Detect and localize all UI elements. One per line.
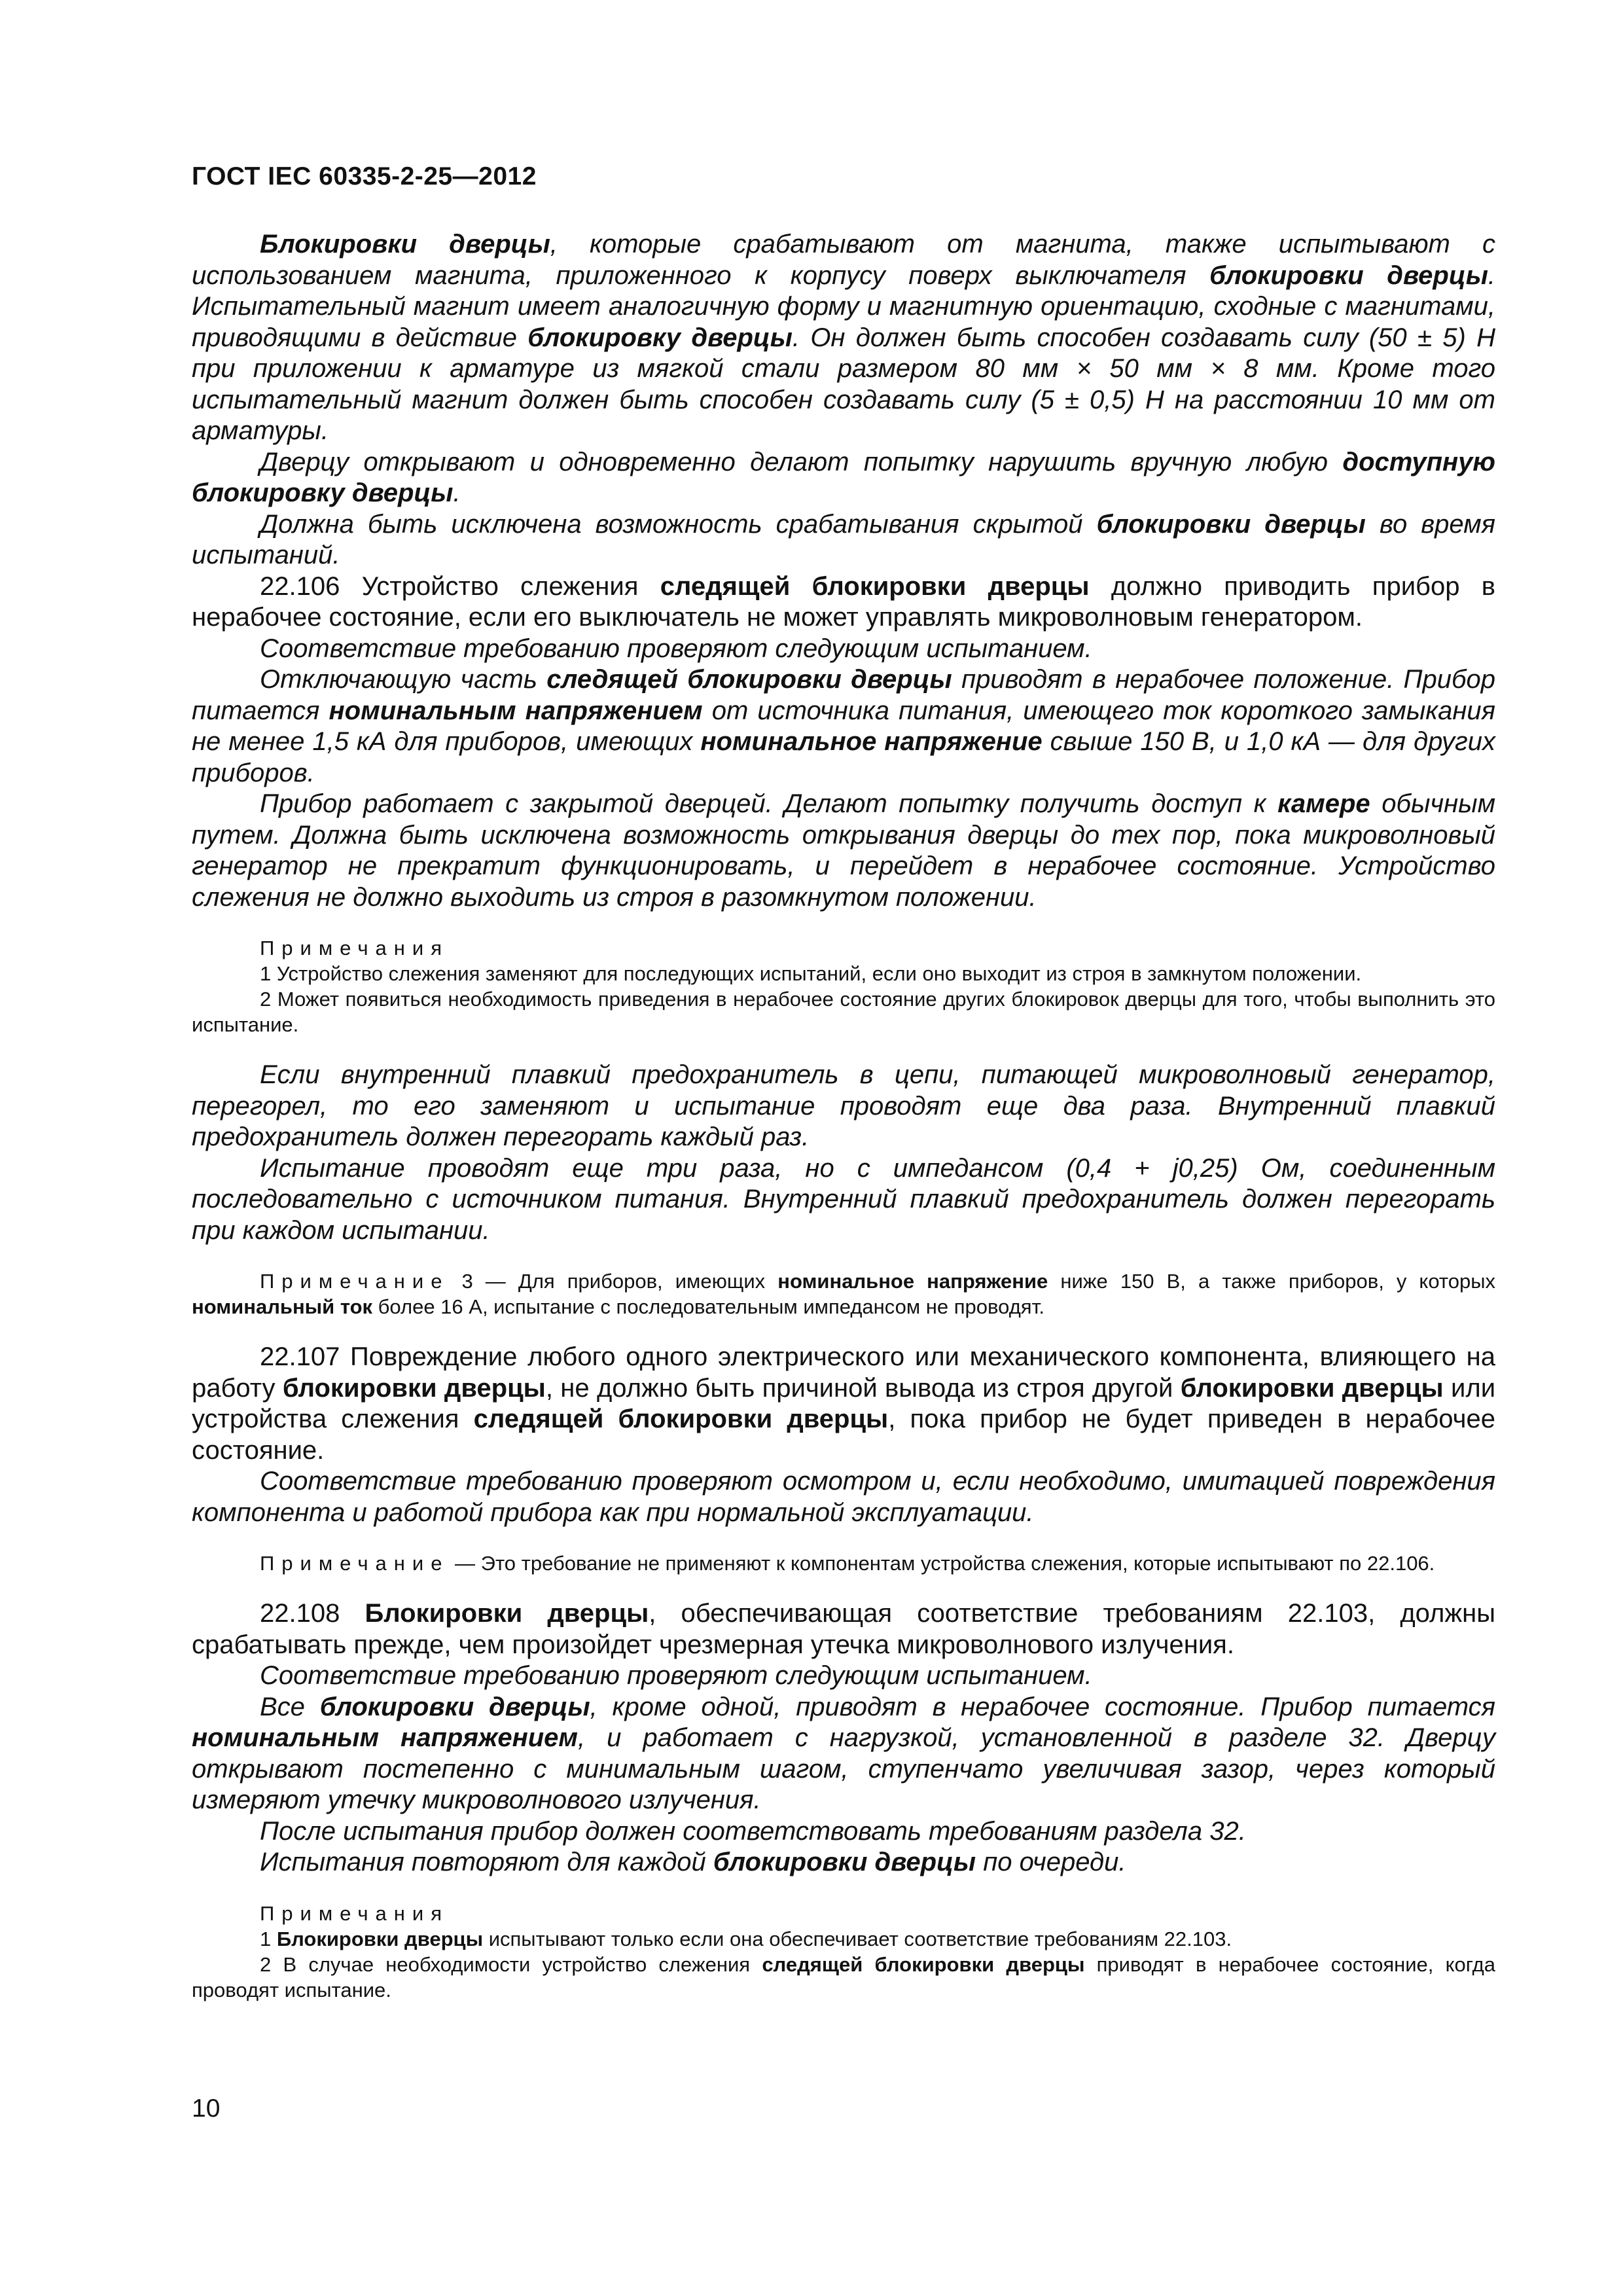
term: блокировки дверцы	[319, 1692, 590, 1721]
note-label: Примечание	[260, 1270, 450, 1293]
compliance-statement: Соответствие требованию проверяют следующим испытанием.	[260, 634, 1092, 663]
text: Испытания повторяют для каждой	[260, 1848, 713, 1876]
text: испытывают только если она обеспечивает соответствие требованиям 22.103.	[483, 1927, 1232, 1950]
notes-title: Примечания	[260, 937, 449, 960]
term: Блокировки дверцы	[276, 1927, 484, 1950]
term: номинальным напряжением	[192, 1723, 578, 1752]
text: , и работает с нагрузкой, установленной в разделе 32. Дверцу открывают постепенно с минимальным шагом, ступенчато увеличивая зазор, через который измеряют утечку микроволнового излучения.	[192, 1723, 1495, 1814]
note-2: 2 Может появиться необходимость приведения в нерабочее состояние других блокировок дверцы для того, чтобы выполнить это испытание.	[192, 988, 1495, 1036]
text: или устройства слежения	[192, 1373, 1496, 1433]
text: .	[453, 478, 461, 507]
term: блокировки дверцы	[282, 1373, 546, 1403]
compliance-inspection: Соответствие требованию проверяют осмотром и, если необходимо, имитацией повреждения компонента и работой прибора как при нормальной эксплуатации.	[192, 1467, 1495, 1527]
text: , обеспечивающая соответствие требованиям 22.103, должны срабатывать прежде, чем произойдет чрезмерная утечка микроволнового излучения.	[192, 1599, 1495, 1659]
paragraph-closed-door	[192, 789, 1495, 913]
term: блокировки дверцы	[1180, 1373, 1444, 1403]
text: , которые срабатывают от магнита, также испытывают с использованием магнита, приложенного к корпусу поверх выключателя	[192, 230, 1495, 290]
term: номинальный ток	[192, 1295, 373, 1318]
term: следящей блокировки дверцы	[762, 1952, 1085, 1976]
clause-22-106	[192, 571, 1495, 634]
clause-22-107	[192, 1342, 1495, 1466]
paragraph-all-interlocks	[192, 1692, 1495, 1816]
text: 3 — Для приборов, имеющих	[449, 1270, 778, 1293]
note-label: Примечание	[260, 1552, 450, 1575]
text: 22.106 Устройство слежения	[260, 571, 660, 601]
text: обычным путем. Должна быть исключена возможность открывания дверцы до тех пор, пока микроволновый генератор не прекратит функционировать, и перейдет в нерабочее состояние. Устройство слежения не должно выходить из строя в разомкнутом положении.	[192, 789, 1495, 912]
text: , пока прибор не будет приведен в нерабочее состояние.	[192, 1405, 1495, 1465]
note-3	[192, 1268, 1495, 1319]
term: Блокировки дверцы	[365, 1599, 649, 1628]
paragraph-hidden-interlock	[192, 509, 1495, 571]
term: Блокировки дверцы	[260, 230, 550, 259]
text: , кроме одной, приводят в нерабочее состояние. Прибор питается	[590, 1692, 1495, 1721]
text: 2 В случае необходимости устройство слежения	[260, 1952, 762, 1976]
term: блокировки дверцы	[1209, 260, 1488, 290]
text: Должна быть исключена возможность срабатывания скрытой	[260, 509, 1097, 539]
term: блокировки дверцы	[713, 1848, 976, 1876]
note-4	[192, 1551, 1495, 1576]
text: должно приводить прибор в нерабочее состояние, если его выключатель не может управлять микроволновым генератором.	[192, 571, 1495, 632]
document-body	[192, 229, 1495, 2003]
paragraph-impedance: Испытание проводят еще три раза, но с импедансом (0,4 + j0,25) Ом, соединенным последовательно с источником питания. Внутренний плавкий предохранитель должен перегорать при каждом испытании.	[192, 1153, 1495, 1245]
text: . Он должен быть способен создавать силу (50 ± 5) Н при приложении к арматуре из мягкой стали размером 80 мм × 50 мм × 8 мм. Кроме того испытательный магнит должен быть способен создавать силу (5 ± 0,5) Н на расстоянии 10 мм от арматуры.	[192, 323, 1495, 445]
term: номинальное напряжение	[777, 1270, 1048, 1293]
document-header: ГОСТ IEC 60335-2-25—2012	[192, 162, 537, 190]
text: ниже 150 В, а также приборов, у которых	[1048, 1270, 1496, 1293]
note-2-1	[192, 1926, 1495, 1952]
text: от источника питания, имеющего ток короткого замыкания не менее 1,5 кА для приборов, имеющих	[192, 696, 1496, 756]
term: следящей блокировки дверцы	[546, 665, 952, 694]
text: . Испытательный магнит имеет аналогичную форму и магнитную ориентацию, сходные с магнитами, приводящими в действие	[192, 260, 1495, 352]
text: 22.107 Повреждение любого одного электрического или механического компонента, влияющего на работу	[192, 1342, 1495, 1403]
paragraph-magnet-test	[192, 229, 1495, 447]
compliance-statement-2: Соответствие требованию проверяют следующим испытанием.	[260, 1661, 1092, 1690]
term: номинальное напряжение	[700, 727, 1043, 756]
text: свыше 150 В, и 1,0 кА — для других приборов.	[192, 727, 1495, 787]
notes-title-2: Примечания	[260, 1901, 449, 1925]
term: следящей блокировки дверцы	[660, 571, 1090, 601]
text: Все	[260, 1692, 320, 1721]
paragraph-fuse: Если внутренний плавкий предохранитель в цепи, питающей микроволновый генератор, перегорел, то его заменяют и испытание проводят еще два раза. Внутренний плавкий предохранитель должен перегорать каждый раз.	[192, 1060, 1495, 1151]
paragraph-door-open	[192, 447, 1495, 509]
text: 1	[260, 1927, 277, 1950]
page-number: 10	[192, 2094, 221, 2123]
term: номинальным напряжением	[329, 696, 703, 725]
paragraph-disconnect	[192, 664, 1495, 789]
text: приводят в нерабочее положение. Прибор питается	[192, 665, 1496, 725]
term: блокировку дверцы	[527, 323, 793, 352]
paragraph-after-test: После испытания прибор должен соответствовать требованиям раздела 32.	[260, 1816, 1246, 1846]
term: доступную блокировку дверцы	[192, 447, 1495, 507]
text: — Это требование не применяют к компонентам устройства слежения, которые испытывают по 22.106.	[449, 1552, 1435, 1575]
text: Отключающую часть	[260, 665, 547, 694]
text: более 16 А, испытание с последовательным импедансом не проводят.	[372, 1295, 1044, 1318]
text: по очереди.	[976, 1848, 1126, 1876]
text: 22.108	[260, 1599, 365, 1628]
paragraph-repeat	[192, 1847, 1495, 1878]
term: следящей блокировки дверцы	[473, 1405, 889, 1433]
text: , не должно быть причиной вывода из строя другой	[545, 1373, 1181, 1403]
text: Прибор работает с закрытой дверцей. Делают попытку получить доступ к	[260, 789, 1278, 818]
note-1: 1 Устройство слежения заменяют для последующих испытаний, если оно выходит из строя в замкнутом положении.	[260, 962, 1362, 985]
clause-22-108	[192, 1598, 1495, 1660]
text: приводят в нерабочее состояние, когда проводят испытание.	[192, 1952, 1496, 2001]
term: блокировки дверцы	[1096, 509, 1366, 539]
text: Дверцу открывают и одновременно делают попытку нарушить вручную любую	[260, 447, 1343, 476]
text: во время испытаний.	[192, 509, 1496, 569]
note-2-2	[192, 1952, 1495, 2003]
term: камере	[1277, 789, 1370, 818]
